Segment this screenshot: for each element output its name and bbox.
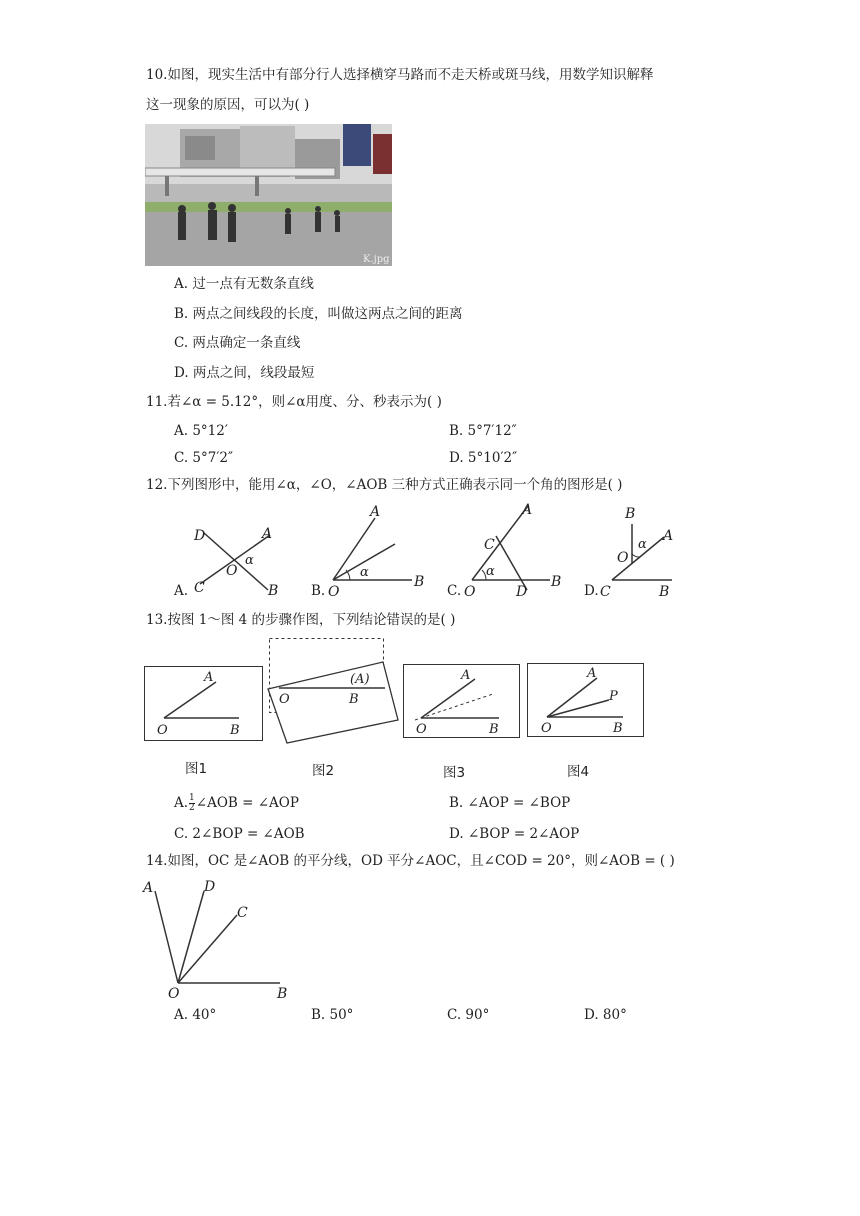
q12d-label-c: C <box>600 584 611 600</box>
q14-label-d: D <box>204 879 216 895</box>
q12a-label-a: A <box>262 526 273 542</box>
q13f4-label-a: A <box>587 666 597 681</box>
q13-caption-3: 图3 <box>443 765 466 781</box>
q12-figure-d <box>596 500 696 600</box>
q10-option-d: D. 两点之间，线段最短 <box>174 365 315 381</box>
q13f2-label-b: B <box>349 692 359 707</box>
q12-option-a-letter: A. <box>174 583 189 599</box>
q12d-label-b: B <box>659 584 670 600</box>
q14-label-o: O <box>168 986 180 1002</box>
q13-figure-1 <box>144 666 264 742</box>
q13-option-a-rest: ∠AOB = ∠AOP <box>195 795 299 811</box>
q12b-label-a: A <box>370 504 381 520</box>
street-photo-drawing <box>145 124 392 266</box>
q13f4-label-b: B <box>613 721 623 736</box>
q13f4-label-o: O <box>541 721 552 736</box>
q12b-label-b: B <box>414 574 425 590</box>
q13-option-a <box>174 794 299 813</box>
q13-figure-2 <box>265 636 405 748</box>
q13f3-label-b: B <box>489 722 499 737</box>
q12a-label-o: O <box>226 563 238 579</box>
q12-option-b-letter: B. <box>311 583 326 599</box>
q12-figure-b <box>320 500 440 600</box>
q12c-label-c: C <box>484 537 495 553</box>
q11-stem: 11.若∠α = 5.12°，则∠α用度、分、秒表示为( ) <box>146 394 442 410</box>
q13-option-a-prefix: A. <box>174 795 189 811</box>
q13f1-label-b: B <box>230 723 240 738</box>
q13f1-label-a: A <box>204 670 214 685</box>
q12a-label-c: C <box>194 580 205 596</box>
q12-option-c-letter: C. <box>447 583 462 599</box>
q12-figure-c <box>460 500 580 600</box>
q14-option-d: D. 80° <box>584 1007 627 1023</box>
q10-stem-line1: 10.如图，现实生活中有部分行人选择横穿马路而不走天桥或斑马线，用数学知识解释 <box>146 67 654 83</box>
q14-option-b: B. 50° <box>311 1007 354 1023</box>
q13-option-c: C. 2∠BOP = ∠AOB <box>174 826 305 842</box>
q12c-label-b: B <box>551 574 562 590</box>
fraction-numerator: 1 <box>189 793 195 803</box>
q13-figure-4 <box>527 663 647 739</box>
q13f3-label-a: A <box>461 668 471 683</box>
q13f1-label-o: O <box>157 723 168 738</box>
fraction-denominator: 2 <box>189 803 195 813</box>
q13-caption-1: 图1 <box>185 761 208 777</box>
q13-caption-2: 图2 <box>312 763 335 779</box>
street-crossing-photo <box>145 124 392 266</box>
q11-option-c: C. 5°7′2″ <box>174 450 234 466</box>
q13f2-label-a: (A) <box>350 672 370 687</box>
q10-option-a: A. 过一点有无数条直线 <box>174 276 314 292</box>
q11-option-b: B. 5°7′12″ <box>449 423 517 439</box>
q14-stem: 14.如图，OC 是∠AOB 的平分线，OD 平分∠AOC，且∠COD = 20°，则∠AOB = ( ) <box>146 853 675 869</box>
q10-stem-line2: 这一现象的原因，可以为( ) <box>146 97 310 113</box>
q12a-label-alpha: α <box>245 553 254 568</box>
q13-stem: 13.按图 1～图 4 的步骤作图，下列结论错误的是( ) <box>146 612 456 628</box>
q14-option-a: A. 40° <box>174 1007 217 1023</box>
q14-label-a: A <box>143 880 154 896</box>
q10-option-b: B. 两点之间线段的长度，叫做这两点之间的距离 <box>174 306 463 322</box>
q14-figure <box>140 874 300 1002</box>
q14-label-b: B <box>277 986 288 1002</box>
q12a-label-d: D <box>194 528 206 544</box>
q12d-label-b-top: B <box>625 506 636 522</box>
q13f2-label-o: O <box>279 692 290 707</box>
q12c-label-alpha: α <box>486 564 495 579</box>
q12a-label-b: B <box>268 583 279 599</box>
q12d-label-alpha: α <box>638 537 647 552</box>
q12c-label-d: D <box>516 584 528 600</box>
q13-figure-3 <box>403 664 523 740</box>
q10-option-c: C. 两点确定一条直线 <box>174 335 301 351</box>
one-half-fraction <box>189 794 195 813</box>
q13f3-label-o: O <box>416 722 427 737</box>
q14-option-c: C. 90° <box>447 1007 490 1023</box>
q12b-label-o: O <box>328 584 340 600</box>
q13f4-label-p: P <box>609 689 618 704</box>
photo-watermark: K.jpg <box>363 254 390 265</box>
q14-label-c: C <box>237 905 248 921</box>
q12c-label-a: A <box>522 502 533 518</box>
q12-option-d-letter: D. <box>584 583 599 599</box>
q12b-label-alpha: α <box>360 565 369 580</box>
q13-option-d: D. ∠BOP = 2∠AOP <box>449 826 580 842</box>
q12d-label-o: O <box>617 550 629 566</box>
q13-caption-4: 图4 <box>567 764 590 780</box>
q13-option-b: B. ∠AOP = ∠BOP <box>449 795 571 811</box>
q11-option-d: D. 5°10′2″ <box>449 450 518 466</box>
q12-stem: 12.下列图形中，能用∠α，∠O，∠AOB 三种方式正确表示同一个角的图形是( ) <box>146 477 623 493</box>
q12-figure-a <box>186 500 286 600</box>
q12d-label-a: A <box>663 528 674 544</box>
q11-option-a: A. 5°12′ <box>174 423 228 439</box>
q12c-label-o: O <box>464 584 476 600</box>
